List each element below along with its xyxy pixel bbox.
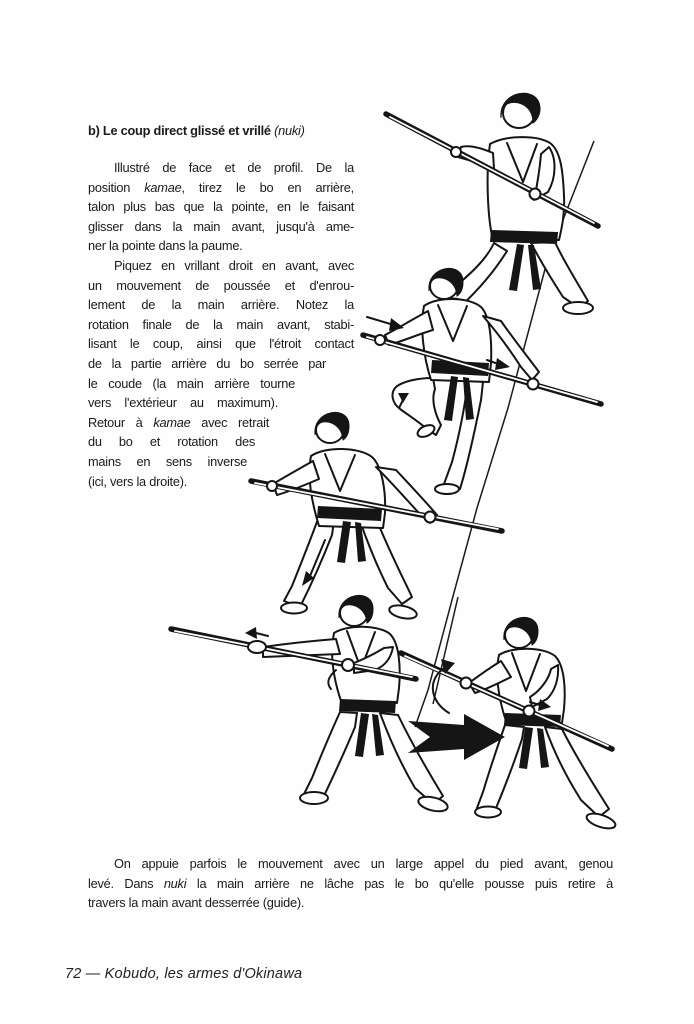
text-run: de la partie arrière du bo serrée par bbox=[88, 355, 326, 371]
text-run: position bbox=[88, 179, 145, 195]
text-run: kamae bbox=[144, 179, 182, 195]
text-line bbox=[88, 334, 354, 354]
text-line bbox=[88, 354, 326, 374]
text-line bbox=[88, 295, 354, 315]
text-line bbox=[88, 256, 354, 276]
karateka-nuki-thrust-icon bbox=[171, 595, 449, 814]
text-run: On appuie parfois le mouvement avec un large appel du pied avant, genou bbox=[114, 856, 613, 871]
page-footer: 72 — Kobudo, les armes d'Okinawa bbox=[65, 966, 303, 982]
text-run: Piquez en vrillant droit en avant, avec bbox=[114, 257, 354, 273]
text-line bbox=[88, 874, 613, 894]
text-line bbox=[88, 452, 247, 472]
text-line bbox=[88, 893, 613, 913]
text-line bbox=[88, 413, 269, 433]
text-line bbox=[88, 374, 295, 394]
text-line bbox=[88, 121, 305, 141]
large-black-arrow-icon bbox=[408, 714, 505, 760]
text-run: talon plus bas que la pointe, en le faisant bbox=[88, 199, 354, 215]
text-line bbox=[88, 158, 354, 178]
text-line bbox=[88, 217, 354, 237]
text-run: lisant le coup, ainsi que l'étroit contact bbox=[88, 336, 354, 352]
karateka-knee-raised-retrait-icon bbox=[363, 268, 601, 494]
text-run: travers la main avant desserrée (guide). bbox=[88, 895, 305, 911]
diagonal-guide-line-2 bbox=[433, 597, 458, 704]
text-line bbox=[88, 236, 354, 256]
text-line bbox=[88, 432, 255, 452]
text-run: b) Le coup direct glissé et vrillé bbox=[88, 123, 275, 138]
text-run: glisser dans la main avant, jusqu'à ame- bbox=[88, 218, 354, 234]
text-run: Retour à bbox=[88, 414, 154, 430]
text-run: le coude (la main arrière tourne bbox=[88, 375, 295, 391]
text-run: mains en sens inverse bbox=[88, 453, 247, 469]
text-run: rotation finale de la main avant, stabi- bbox=[88, 316, 354, 332]
text-run: nuki bbox=[163, 875, 187, 891]
text-run: lement de la main arrière. Notez la bbox=[88, 297, 354, 313]
text-run: (nuki) bbox=[274, 123, 305, 138]
text-line bbox=[88, 276, 354, 296]
text-run: ner la pointe dans la paume. bbox=[88, 238, 243, 254]
text-run: , tirez le bo en arrière, bbox=[181, 179, 354, 195]
text-run: la main arrière ne lâche pas le bo qu'elle pousse puis retire à bbox=[186, 875, 613, 891]
text-line bbox=[88, 393, 278, 413]
karateka-kamae-front-icon bbox=[386, 93, 598, 314]
text-line bbox=[88, 197, 354, 217]
text-line bbox=[88, 854, 613, 874]
text-run: Illustré de face et de profil. De la bbox=[114, 160, 354, 175]
text-run: un mouvement de poussée et d'enrou- bbox=[88, 277, 354, 293]
text-line bbox=[88, 472, 354, 492]
section-heading bbox=[88, 121, 305, 141]
text-run: vers l'extérieur au maximum). bbox=[88, 395, 278, 411]
closing-paragraph bbox=[88, 854, 613, 913]
text-run: kamae bbox=[153, 414, 191, 430]
body-column bbox=[88, 158, 354, 491]
text-run: avec retrait bbox=[190, 414, 270, 430]
text-run: du bo et rotation des bbox=[88, 434, 255, 450]
text-line bbox=[88, 178, 354, 198]
text-run: levé. Dans bbox=[88, 875, 164, 891]
text-run: (ici, vers la droite). bbox=[88, 473, 188, 489]
text-line bbox=[88, 315, 354, 335]
